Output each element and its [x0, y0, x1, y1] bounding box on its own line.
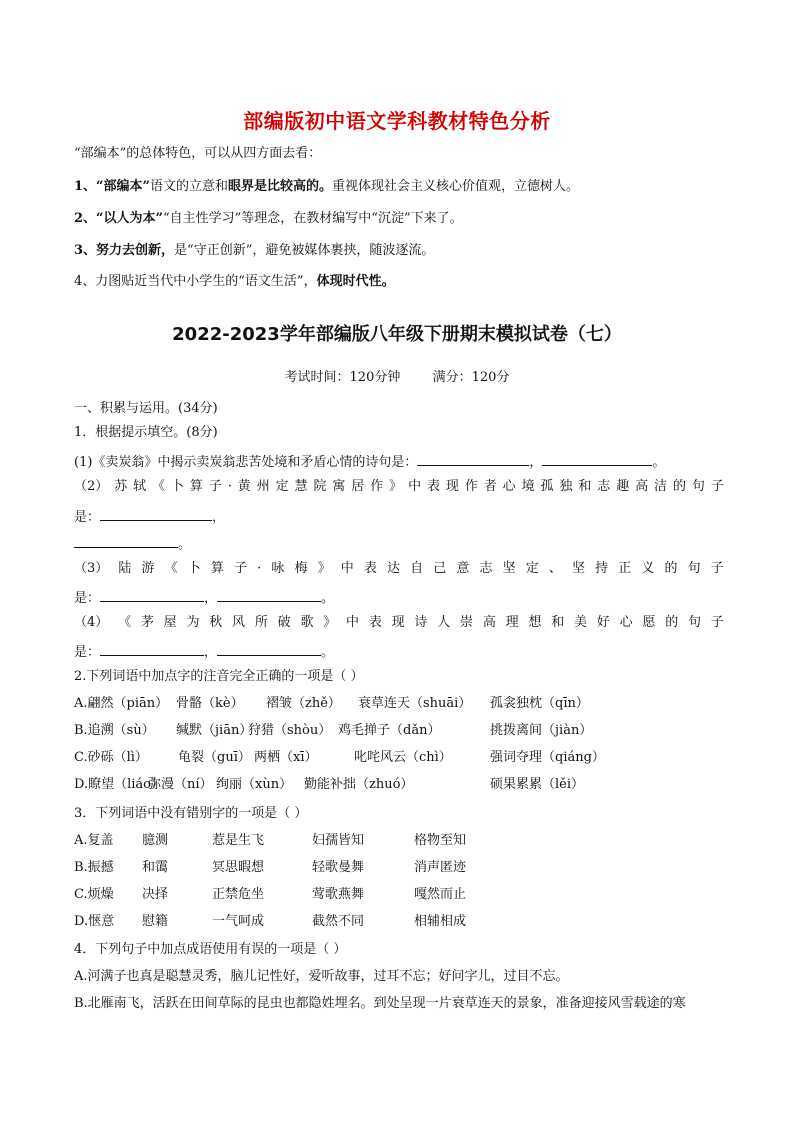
justified-char: 轼: [133, 479, 147, 494]
option-label-item: C.烦燥: [74, 887, 114, 902]
option-item: 缄默（jiān）: [176, 723, 253, 738]
justified-char: 坚: [502, 561, 516, 576]
point-1-tail: 重视体现社会主义核心价值观，立德树人。: [332, 179, 580, 194]
answer-blank[interactable]: [100, 641, 204, 656]
q1-part4-line: [74, 614, 724, 632]
q1-part3-end: 。: [321, 591, 335, 606]
justified-char: 自: [410, 561, 424, 576]
q1-part2-sep: ，: [212, 510, 226, 525]
q1-stem: 1．根据提示填空。(8分): [74, 425, 218, 440]
justified-char: 咏: [271, 561, 285, 576]
justified-char: 现: [445, 479, 459, 494]
justified-char: 表: [426, 479, 440, 494]
justified-char: 美: [574, 615, 588, 630]
option-item: 和霭: [142, 860, 169, 875]
option-item: 轻歌曼舞: [312, 860, 365, 875]
justified-char: 心: [619, 615, 633, 630]
q4-option-a[interactable]: A.河满子也真是聪慧灵秀，脑儿记性好，爱听故事，过耳不忘；好问字儿，过目不忘。: [74, 969, 569, 984]
point-1: [74, 178, 579, 196]
option-item: 截然不同: [312, 914, 365, 929]
justified-char: 己: [433, 561, 447, 576]
q1-part2-end-line: [74, 533, 191, 554]
q1-part1-end: 。: [652, 455, 666, 470]
justified-char: 定: [525, 561, 539, 576]
justified-char: 崇: [460, 615, 474, 630]
justified-char: 和: [578, 479, 592, 494]
justified-char: 茅: [140, 615, 154, 630]
justified-char: 理: [505, 615, 519, 630]
justified-char: 卜: [187, 561, 201, 576]
justified-char: 院: [313, 479, 327, 494]
point-2: [74, 210, 463, 228]
answer-blank[interactable]: [74, 533, 178, 548]
justified-char: ·: [257, 561, 262, 576]
justified-char: 心: [502, 479, 516, 494]
exam-time: 考试时间：120分钟: [284, 370, 401, 385]
justified-char: （2）: [74, 479, 109, 494]
point-3: [74, 242, 434, 260]
q4-option-b[interactable]: B.北雁南飞，活跃在田间草际的昆虫也都隐姓埋名。到处呈现一片衰草连天的景象，准备迎接风雪载途的寒: [74, 996, 686, 1011]
justified-char: 寓: [332, 479, 346, 494]
justified-char: 《: [164, 561, 178, 576]
option-item: 孤衾独枕（qīn）: [490, 696, 589, 711]
justified-char: 、: [548, 561, 562, 576]
option-label-item: C.砂砾（lì）: [74, 750, 148, 765]
point-3-lead: 3、努力去创新，: [74, 243, 175, 258]
justified-char: 《: [152, 479, 166, 494]
justified-char: 屋: [163, 615, 177, 630]
option-item: 正禁危坐: [212, 887, 265, 902]
justified-char: 意: [456, 561, 470, 576]
justified-char: 正: [618, 561, 632, 576]
justified-char: 现: [391, 615, 405, 630]
option-item: 惹是生飞: [212, 833, 265, 848]
justified-char: 诗: [414, 615, 428, 630]
exam-title: 2022-2023学年部编版八年级下册期末模拟试卷（七）: [172, 324, 622, 345]
option-item: 叱咤风云（chì）: [354, 750, 452, 765]
option-item: 相辅相成: [414, 914, 467, 929]
q1-part2-cont-label: 是：: [74, 510, 101, 525]
option-item: 褶皱（zhě）: [266, 696, 341, 711]
point-2-text: “自主性学习”等理念，在教材编写中“沉淀”下来了。: [163, 211, 463, 226]
option-label-item: B.追溯（sù）: [74, 723, 155, 738]
justified-char: 独: [559, 479, 573, 494]
justified-char: 句: [687, 615, 701, 630]
q1-part3-cont-label: 是：: [74, 591, 101, 606]
justified-char: 达: [387, 561, 401, 576]
q1-part2-line: [74, 478, 724, 496]
justified-char: 》: [389, 479, 403, 494]
justified-char: 持: [595, 561, 609, 576]
answer-blank[interactable]: [417, 451, 529, 466]
q1-part3-sep: ，: [204, 591, 218, 606]
justified-char: 境: [521, 479, 535, 494]
point-2-lead: 2、“以人为本”: [74, 211, 164, 226]
q1-part3-line: [74, 560, 724, 578]
justified-char: 中: [408, 479, 422, 494]
justified-char: 和: [551, 615, 565, 630]
option-item: 臆测: [142, 833, 169, 848]
q1-part3-cont: [74, 587, 334, 608]
option-item: 勤能补拙（zhuó）: [304, 777, 414, 792]
justified-char: 州: [256, 479, 270, 494]
option-item: 冥思暇想: [212, 860, 265, 875]
justified-char: 梅: [294, 561, 308, 576]
justified-char: 定: [275, 479, 289, 494]
justified-char: 孤: [540, 479, 554, 494]
justified-char: 慧: [294, 479, 308, 494]
justified-char: 黄: [237, 479, 251, 494]
q1-part1: [74, 451, 665, 472]
exam-info: [0, 366, 794, 385]
q1-part1-sep: ，: [529, 455, 543, 470]
justified-char: 陆: [118, 561, 132, 576]
point-1-emph: 眼界是比较高的。: [228, 179, 333, 194]
option-item: 硕果累累（lěi）: [490, 777, 585, 792]
justified-char: 子: [234, 561, 248, 576]
q1-part4-end: 。: [321, 645, 335, 660]
option-item: 弥漫（ní）: [148, 777, 213, 792]
justified-char: （4）: [74, 615, 109, 630]
justified-char: 为: [186, 615, 200, 630]
justified-char: 所: [254, 615, 268, 630]
q2-stem: 2.下列词语中加点字的注音完全正确的一项是（ ）: [74, 669, 364, 684]
justified-char: 风: [232, 615, 246, 630]
justified-char: 表: [363, 561, 377, 576]
point-3-text: 是“守正创新”，避免被媒体裹挟，随波逐流。: [174, 243, 435, 258]
justified-char: 好: [596, 615, 610, 630]
justified-char: 居: [351, 479, 365, 494]
intro-line: “部编本”的总体特色，可以从四方面去看：: [74, 146, 322, 161]
justified-char: 中: [346, 615, 360, 630]
option-label-item: A.复盖: [74, 833, 114, 848]
option-item: 决择: [142, 887, 169, 902]
point-4-emph: 体现时代性。: [316, 274, 395, 289]
q1-part2-cont: [74, 506, 225, 527]
justified-char: 表: [368, 615, 382, 630]
point-4-text: 4、力图贴近当代中小学生的“语文生活”，: [74, 274, 317, 289]
option-label-item: A.翩然（piān）: [74, 696, 169, 711]
justified-char: 算: [189, 479, 203, 494]
option-item: 绚丽（xùn）: [216, 777, 293, 792]
answer-blank[interactable]: [100, 587, 204, 602]
justified-char: 志: [479, 561, 493, 576]
option-item: 莺歌燕舞: [312, 887, 365, 902]
justified-char: 高: [635, 479, 649, 494]
justified-char: 子: [710, 479, 724, 494]
exam-score: 满分：120分: [432, 370, 510, 385]
option-item: 格物至知: [414, 833, 467, 848]
option-label-item: B.振撼: [74, 860, 114, 875]
option-item: 鸡毛掸子（dǎn）: [338, 723, 441, 738]
answer-blank[interactable]: [217, 587, 321, 602]
justified-char: 游: [141, 561, 155, 576]
option-item: 骨骼（kè）: [176, 696, 244, 711]
option-item: 挑拨离间（jiàn）: [490, 723, 593, 738]
option-label-item: D.瞭望（liáo）: [74, 777, 164, 792]
justified-char: 苏: [114, 479, 128, 494]
justified-char: 的: [664, 561, 678, 576]
q4-stem: 4．下列句子中加点成语使用有误的一项是（ ）: [74, 942, 347, 957]
justified-char: 高: [482, 615, 496, 630]
justified-char: 愿: [642, 615, 656, 630]
point-1-lead: 1、“部编本”: [74, 179, 151, 194]
answer-blank[interactable]: [100, 506, 212, 521]
q1-part4-cont: [74, 641, 334, 662]
answer-blank[interactable]: [217, 641, 321, 656]
justified-char: 句: [687, 561, 701, 576]
q1-part4-sep: ，: [204, 645, 218, 660]
justified-char: 子: [208, 479, 222, 494]
option-item: 嘎然而止: [414, 887, 467, 902]
analysis-title: 部编版初中语文学科教材特色分析: [243, 109, 551, 133]
justified-char: 洁: [654, 479, 668, 494]
justified-char: 坚: [572, 561, 586, 576]
option-item: 慰籍: [142, 914, 169, 929]
option-item: 两栖（xī）: [254, 750, 318, 765]
justified-char: 句: [691, 479, 705, 494]
q1-part2-end: 。: [178, 537, 192, 552]
justified-char: 作: [370, 479, 384, 494]
point-1-text: 语文的立意和: [150, 179, 229, 194]
justified-char: （3）: [74, 561, 109, 576]
justified-char: 志: [597, 479, 611, 494]
option-item: 衰草连天（shuāi）: [358, 696, 472, 711]
q1-part1-text: (1)《卖炭翁》中揭示卖炭翁悲苦处境和矛盾心情的诗句是：: [74, 455, 418, 470]
justified-char: 《: [118, 615, 132, 630]
option-item: 消声匿迹: [414, 860, 467, 875]
justified-char: 》: [323, 615, 337, 630]
justified-char: ·: [227, 479, 232, 494]
justified-char: 趣: [616, 479, 630, 494]
answer-blank[interactable]: [542, 451, 652, 466]
justified-char: 秋: [209, 615, 223, 630]
q1-part4-cont-label: 是：: [74, 645, 101, 660]
justified-char: 子: [710, 615, 724, 630]
option-item: 强词夺理（qiáng）: [490, 750, 605, 765]
option-label-item: D.惬意: [74, 914, 115, 929]
justified-char: 歌: [300, 615, 314, 630]
justified-char: 》: [317, 561, 331, 576]
justified-char: 的: [672, 479, 686, 494]
justified-char: 算: [210, 561, 224, 576]
justified-char: 卜: [170, 479, 184, 494]
justified-char: 破: [277, 615, 291, 630]
option-item: 龟裂（guī）: [178, 750, 251, 765]
justified-char: 人: [437, 615, 451, 630]
justified-char: 义: [641, 561, 655, 576]
justified-char: 的: [665, 615, 679, 630]
justified-char: 者: [483, 479, 497, 494]
justified-char: 想: [528, 615, 542, 630]
q3-stem: 3．下列词语中没有错别字的一项是（ ）: [74, 806, 308, 821]
justified-char: 子: [710, 561, 724, 576]
justified-char: 作: [464, 479, 478, 494]
option-item: 一气呵成: [212, 914, 265, 929]
point-4: [74, 273, 395, 291]
justified-char: 中: [340, 561, 354, 576]
option-item: 妇孺皆知: [312, 833, 365, 848]
section-heading: 一、积累与运用。(34分): [74, 401, 218, 416]
option-item: 狩猎（shòu）: [248, 723, 332, 738]
